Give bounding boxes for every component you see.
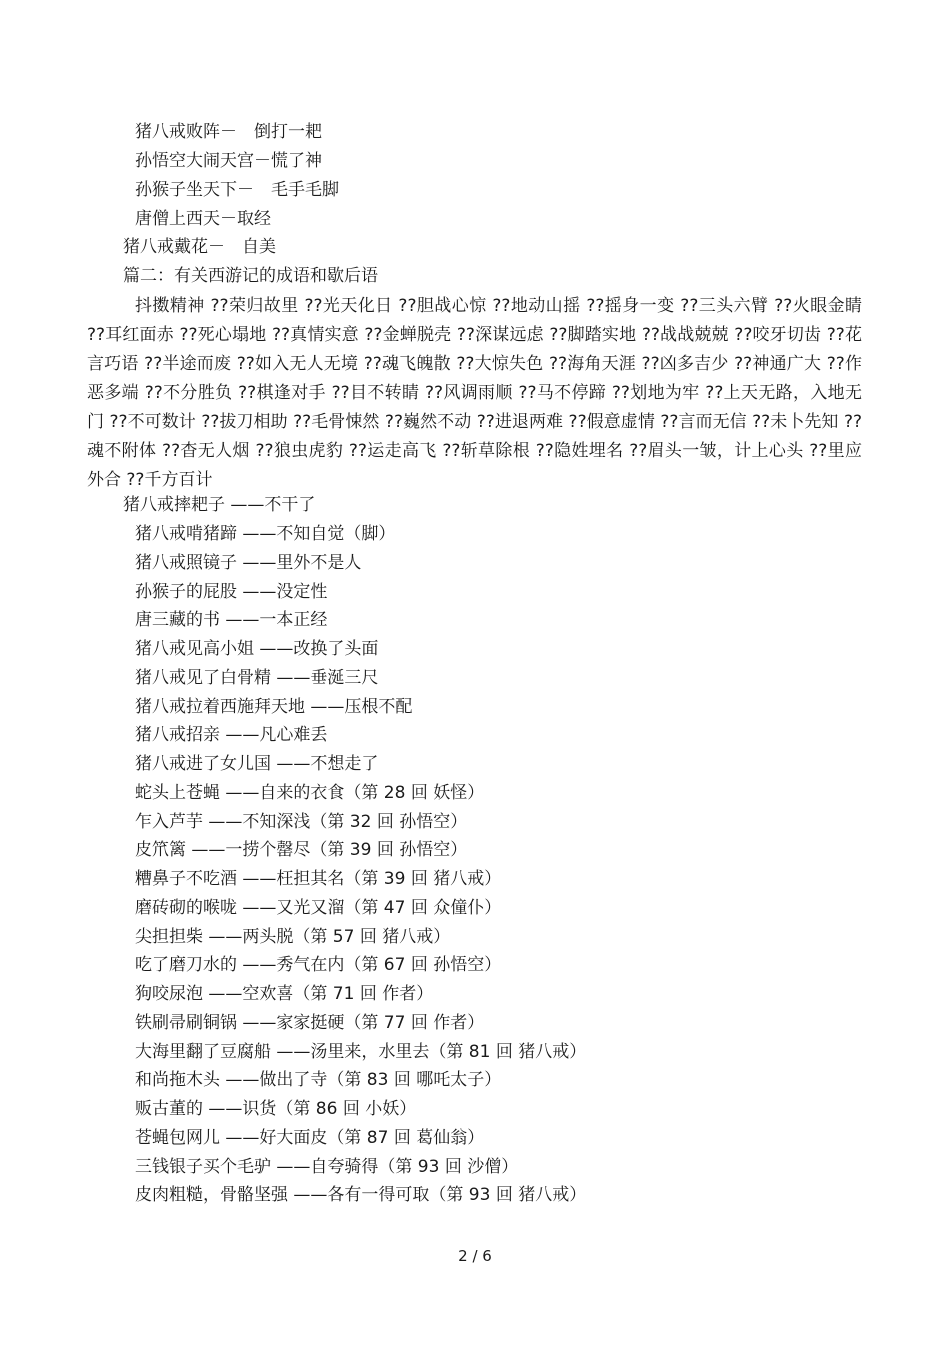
- xiehouyu-line: 乍入芦芋 ——不知深浅（第 32 回 孙悟空）: [135, 812, 468, 832]
- xiehouyu-line: 孙猴子的屁股 ——没定性: [135, 582, 328, 602]
- xiehouyu-line: 猪八戒摔耙子 ——不干了: [123, 495, 316, 515]
- idiom-paragraph: 抖擞精神 ??荣归故里 ??光天化日 ??胆战心惊 ??地动山摇 ??摇身一变 ??三头六臂 ??火眼金睛 ??耳红面赤 ??死心塌地 ??真情实意 ??金蝉脱壳 ??深谋远虑 ??脚踏实地 ??战战兢兢 ??咬牙切齿 ??花言巧语 ??半途而废 ??如入无人无境 ??魂飞魄散 ??大惊失色 ??海角天涯 ??凶多吉少 ??神通广大 ??作恶多端 ??不分胜负 ??棋逢对手 ??目不转睛 ??风调雨顺 ??马不停蹄 ??划地为牢 ??上天无路，入地无门 ??不可数计 ??拔刀相助 ??毛骨悚然 ??巍然不动 ??进退两难 ??假意虚情 ??言而无信 ??未卜先知 ??魂不附体 ??杳无人烟 ??狼虫虎豹 ??运走高飞 ??斩草除根 ??隐姓埋名 ??眉头一皱，计上心头 ??里应外合 ??千方百计: [87, 296, 862, 490]
- xiehouyu-line: 猪八戒见了白骨精 ——垂涎三尺: [135, 668, 379, 688]
- xiehouyu-line: 尖担担柴 ——两头脱（第 57 回 猪八戒）: [135, 927, 451, 947]
- section-heading: 篇二：有关西游记的成语和歇后语: [123, 266, 378, 286]
- xiehouyu-line: 大海里翻了豆腐船 ——汤里来，水里去（第 81 回 猪八戒）: [135, 1042, 587, 1062]
- text-line: 孙悟空大闹天宫－慌了神: [135, 151, 322, 171]
- xiehouyu-line: 狗咬尿泡 ——空欢喜（第 71 回 作者）: [135, 984, 434, 1004]
- xiehouyu-line: 皮笊篱 ——一捞个罄尽（第 39 回 孙悟空）: [135, 840, 468, 860]
- xiehouyu-line: 猪八戒招亲 ——凡心难丢: [135, 725, 328, 745]
- xiehouyu-line: 磨砖砌的喉咙 ——又光又溜（第 47 回 众僮仆）: [135, 898, 502, 918]
- xiehouyu-line: 唐三藏的书 ——一本正经: [135, 610, 328, 630]
- xiehouyu-line: 猪八戒见高小姐 ——改换了头面: [135, 639, 379, 659]
- text-line: 猪八戒戴花－ 自美: [123, 237, 276, 257]
- xiehouyu-line: 蛇头上苍蝇 ——自来的衣食（第 28 回 妖怪）: [135, 783, 485, 803]
- page-number: 2 / 6: [458, 1247, 492, 1265]
- xiehouyu-line: 铁刷帚刷铜锅 ——家家挺硬（第 77 回 作者）: [135, 1013, 485, 1033]
- xiehouyu-line: 皮肉粗糙，骨骼坚强 ——各有一得可取（第 93 回 猪八戒）: [135, 1185, 587, 1205]
- xiehouyu-line: 贩古董的 ——识货（第 86 回 小妖）: [135, 1099, 417, 1119]
- xiehouyu-line: 猪八戒啃猪蹄 ——不知自觉（脚）: [135, 524, 396, 544]
- xiehouyu-line: 糟鼻子不吃酒 ——枉担其名（第 39 回 猪八戒）: [135, 869, 502, 889]
- text-line: 猪八戒败阵－ 倒打一耙: [135, 122, 322, 142]
- xiehouyu-line: 猪八戒进了女儿国 ——不想走了: [135, 754, 379, 774]
- xiehouyu-line: 三钱银子买个毛驴 ——自夸骑得（第 93 回 沙僧）: [135, 1157, 519, 1177]
- xiehouyu-line: 猪八戒拉着西施拜天地 ——压根不配: [135, 697, 413, 717]
- text-line: 孙猴子坐天下－ 毛手毛脚: [135, 180, 339, 200]
- xiehouyu-line: 吃了磨刀水的 ——秀气在内（第 67 回 孙悟空）: [135, 955, 502, 975]
- xiehouyu-line: 和尚拖木头 ——做出了寺（第 83 回 哪吒太子）: [135, 1070, 502, 1090]
- xiehouyu-line: 猪八戒照镜子 ——里外不是人: [135, 553, 362, 573]
- xiehouyu-line: 苍蝇包网儿 ——好大面皮（第 87 回 葛仙翁）: [135, 1128, 485, 1148]
- text-line: 唐僧上西天－取经: [135, 209, 271, 229]
